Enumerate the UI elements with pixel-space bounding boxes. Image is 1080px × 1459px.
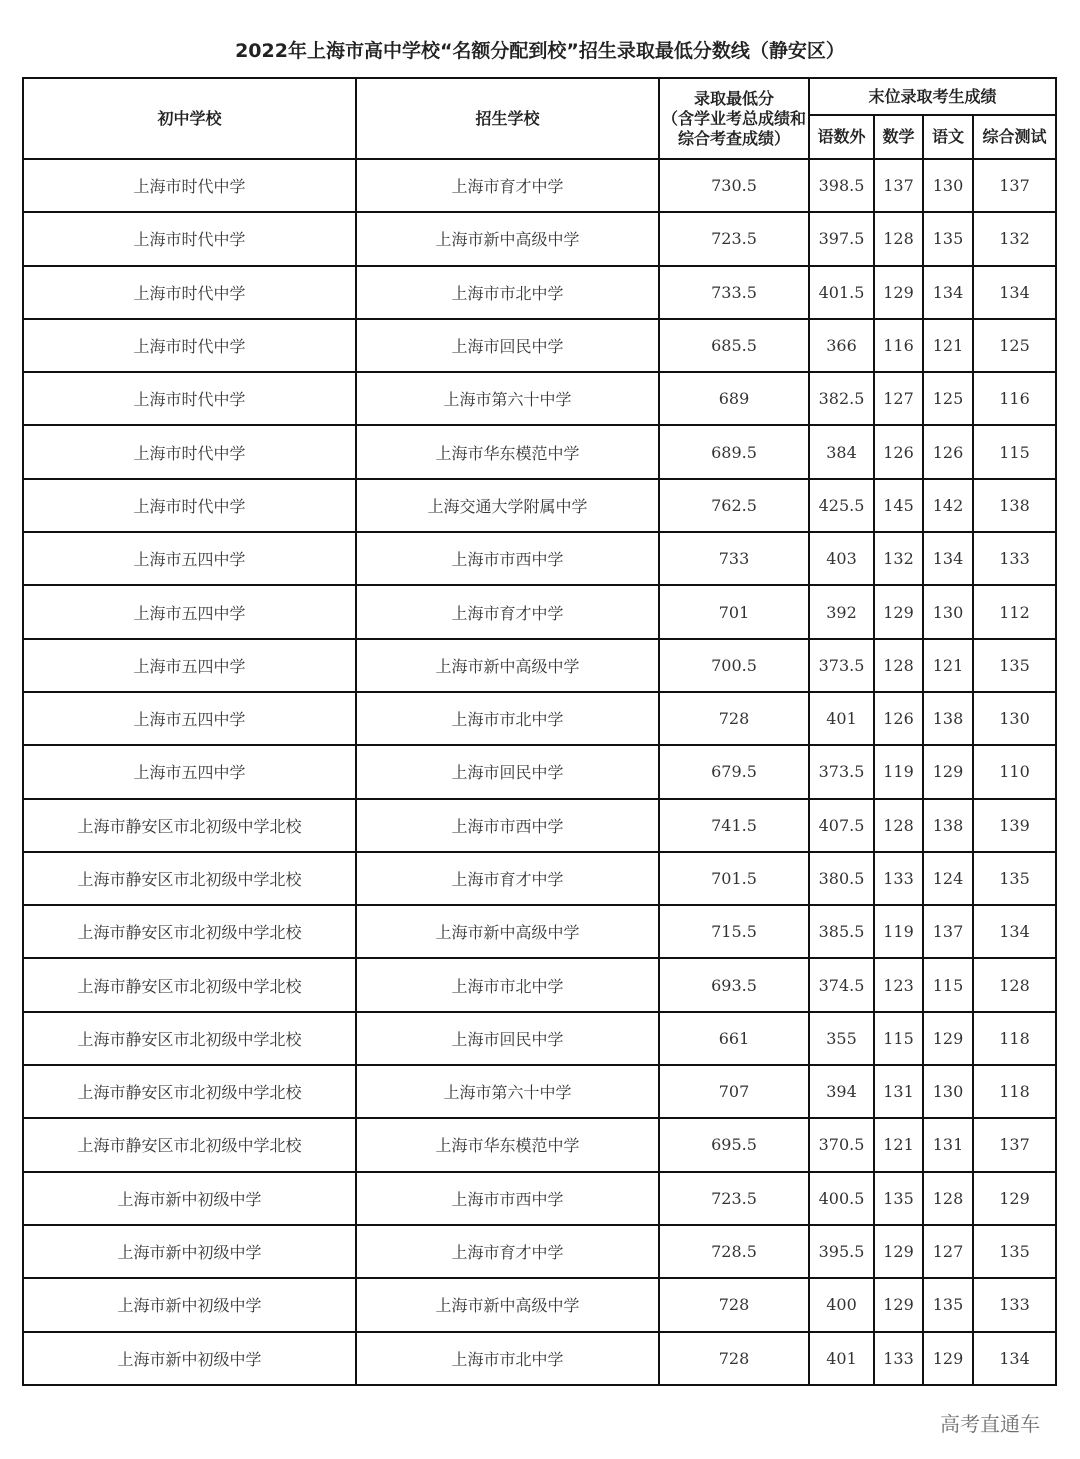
admitting-school-cell: 上海市育才中学 [356, 1225, 659, 1278]
admitting-school-cell: 上海市市西中学 [356, 799, 659, 852]
chinese-score-cell: 121 [923, 319, 973, 372]
math-score-cell: 133 [874, 852, 923, 905]
junior-school-cell: 上海市五四中学 [23, 532, 356, 585]
watermark: 高考直通车 [940, 1412, 1040, 1436]
math-score-cell: 129 [874, 1225, 923, 1278]
min-score-cell: 728 [659, 692, 809, 745]
table-row [23, 639, 1056, 692]
junior-school-cell: 上海市静安区市北初级中学北校 [23, 1065, 356, 1118]
min-score-cell: 707 [659, 1065, 809, 1118]
comprehensive-score-cell: 135 [973, 1225, 1056, 1278]
ysw-score-cell: 425.5 [809, 479, 874, 532]
comprehensive-score-cell: 125 [973, 319, 1056, 372]
table-body [23, 159, 1056, 1385]
chinese-score-cell: 127 [923, 1225, 973, 1278]
table-row [23, 1118, 1056, 1171]
header-comprehensive: 综合测试 [973, 115, 1056, 159]
min-score-cell: 661 [659, 1012, 809, 1065]
junior-school-cell: 上海市新中初级中学 [23, 1332, 356, 1385]
junior-school-cell: 上海市五四中学 [23, 745, 356, 798]
admitting-school-cell: 上海市市北中学 [356, 958, 659, 1011]
chinese-score-cell: 115 [923, 958, 973, 1011]
math-score-cell: 116 [874, 319, 923, 372]
math-score-cell: 126 [874, 692, 923, 745]
table-row [23, 852, 1056, 905]
admitting-school-cell: 上海市市北中学 [356, 1332, 659, 1385]
admitting-school-cell: 上海市市北中学 [356, 266, 659, 319]
admitting-school-cell: 上海市育才中学 [356, 159, 659, 212]
comprehensive-score-cell: 137 [973, 1118, 1056, 1171]
admitting-school-cell: 上海市回民中学 [356, 319, 659, 372]
table-row [23, 1225, 1056, 1278]
table-row [23, 1172, 1056, 1225]
table-row [23, 159, 1056, 212]
admitting-school-cell: 上海市回民中学 [356, 745, 659, 798]
min-score-cell: 685.5 [659, 319, 809, 372]
header-math: 数学 [874, 115, 923, 159]
table-row [23, 372, 1056, 425]
ysw-score-cell: 401 [809, 692, 874, 745]
header-junior-school: 初中学校 [23, 78, 356, 159]
min-score-cell: 762.5 [659, 479, 809, 532]
comprehensive-score-cell: 134 [973, 266, 1056, 319]
header-admitting-school: 招生学校 [356, 78, 659, 159]
min-score-cell: 715.5 [659, 905, 809, 958]
chinese-score-cell: 130 [923, 159, 973, 212]
table-row [23, 745, 1056, 798]
ysw-score-cell: 403 [809, 532, 874, 585]
table-row [23, 1332, 1056, 1385]
comprehensive-score-cell: 133 [973, 1278, 1056, 1331]
table-row [23, 958, 1056, 1011]
min-score-cell: 728.5 [659, 1225, 809, 1278]
ysw-score-cell: 385.5 [809, 905, 874, 958]
chinese-score-cell: 138 [923, 692, 973, 745]
chinese-score-cell: 124 [923, 852, 973, 905]
page-title: 2022年上海市高中学校“名额分配到校”招生录取最低分数线（静安区） [235, 40, 845, 62]
junior-school-cell: 上海市时代中学 [23, 319, 356, 372]
admitting-school-cell: 上海市新中高级中学 [356, 1278, 659, 1331]
comprehensive-score-cell: 137 [973, 159, 1056, 212]
chinese-score-cell: 129 [923, 1012, 973, 1065]
junior-school-cell: 上海市时代中学 [23, 479, 356, 532]
junior-school-cell: 上海市新中初级中学 [23, 1225, 356, 1278]
table-row [23, 692, 1056, 745]
comprehensive-score-cell: 115 [973, 425, 1056, 478]
admitting-school-cell: 上海市育才中学 [356, 585, 659, 638]
junior-school-cell: 上海市五四中学 [23, 585, 356, 638]
math-score-cell: 128 [874, 799, 923, 852]
junior-school-cell: 上海市时代中学 [23, 212, 356, 265]
chinese-score-cell: 125 [923, 372, 973, 425]
min-score-cell: 728 [659, 1278, 809, 1331]
admission-score-table [22, 77, 1057, 1386]
header-min-score-label: 录取最低分 [693, 88, 774, 108]
ysw-score-cell: 401.5 [809, 266, 874, 319]
comprehensive-score-cell: 118 [973, 1065, 1056, 1118]
math-score-cell: 137 [874, 159, 923, 212]
junior-school-cell: 上海市时代中学 [23, 372, 356, 425]
comprehensive-score-cell: 118 [973, 1012, 1056, 1065]
min-score-cell: 728 [659, 1332, 809, 1385]
admitting-school-cell: 上海市华东模范中学 [356, 425, 659, 478]
comprehensive-score-cell: 132 [973, 212, 1056, 265]
admitting-school-cell: 上海市第六十中学 [356, 372, 659, 425]
junior-school-cell: 上海市五四中学 [23, 692, 356, 745]
ysw-score-cell: 373.5 [809, 639, 874, 692]
table-row [23, 319, 1056, 372]
comprehensive-score-cell: 135 [973, 852, 1056, 905]
junior-school-cell: 上海市静安区市北初级中学北校 [23, 958, 356, 1011]
chinese-score-cell: 134 [923, 266, 973, 319]
comprehensive-score-cell: 133 [973, 532, 1056, 585]
math-score-cell: 132 [874, 532, 923, 585]
comprehensive-score-cell: 112 [973, 585, 1056, 638]
math-score-cell: 127 [874, 372, 923, 425]
ysw-score-cell: 392 [809, 585, 874, 638]
table-row [23, 799, 1056, 852]
junior-school-cell: 上海市静安区市北初级中学北校 [23, 1118, 356, 1171]
junior-school-cell: 上海市静安区市北初级中学北校 [23, 1012, 356, 1065]
min-score-cell: 689.5 [659, 425, 809, 478]
header-last-admitted: 末位录取考生成绩 [809, 78, 1056, 115]
junior-school-cell: 上海市静安区市北初级中学北校 [23, 905, 356, 958]
math-score-cell: 121 [874, 1118, 923, 1171]
min-score-cell: 700.5 [659, 639, 809, 692]
ysw-score-cell: 400.5 [809, 1172, 874, 1225]
admitting-school-cell: 上海市新中高级中学 [356, 212, 659, 265]
chinese-score-cell: 131 [923, 1118, 973, 1171]
min-score-cell: 723.5 [659, 212, 809, 265]
comprehensive-score-cell: 138 [973, 479, 1056, 532]
math-score-cell: 126 [874, 425, 923, 478]
header-min-score [659, 78, 809, 159]
min-score-cell: 741.5 [659, 799, 809, 852]
min-score-cell: 723.5 [659, 1172, 809, 1225]
chinese-score-cell: 135 [923, 1278, 973, 1331]
chinese-score-cell: 129 [923, 1332, 973, 1385]
math-score-cell: 128 [874, 212, 923, 265]
junior-school-cell: 上海市新中初级中学 [23, 1172, 356, 1225]
comprehensive-score-cell: 139 [973, 799, 1056, 852]
admitting-school-cell: 上海市市西中学 [356, 1172, 659, 1225]
admitting-school-cell: 上海市华东模范中学 [356, 1118, 659, 1171]
ysw-score-cell: 370.5 [809, 1118, 874, 1171]
comprehensive-score-cell: 129 [973, 1172, 1056, 1225]
table-row [23, 266, 1056, 319]
table-row [23, 1065, 1056, 1118]
admitting-school-cell: 上海市第六十中学 [356, 1065, 659, 1118]
ysw-score-cell: 401 [809, 1332, 874, 1385]
ysw-score-cell: 395.5 [809, 1225, 874, 1278]
chinese-score-cell: 121 [923, 639, 973, 692]
junior-school-cell: 上海市静安区市北初级中学北校 [23, 852, 356, 905]
chinese-score-cell: 137 [923, 905, 973, 958]
comprehensive-score-cell: 134 [973, 1332, 1056, 1385]
junior-school-cell: 上海市静安区市北初级中学北校 [23, 799, 356, 852]
table-row [23, 479, 1056, 532]
admitting-school-cell: 上海市回民中学 [356, 1012, 659, 1065]
admitting-school-cell: 上海市新中高级中学 [356, 905, 659, 958]
min-score-cell: 689 [659, 372, 809, 425]
min-score-cell: 701 [659, 585, 809, 638]
ysw-score-cell: 407.5 [809, 799, 874, 852]
admitting-school-cell: 上海市育才中学 [356, 852, 659, 905]
comprehensive-score-cell: 116 [973, 372, 1056, 425]
admitting-school-cell: 上海市市北中学 [356, 692, 659, 745]
chinese-score-cell: 142 [923, 479, 973, 532]
math-score-cell: 119 [874, 745, 923, 798]
chinese-score-cell: 135 [923, 212, 973, 265]
chinese-score-cell: 134 [923, 532, 973, 585]
chinese-score-cell: 138 [923, 799, 973, 852]
min-score-cell: 733 [659, 532, 809, 585]
ysw-score-cell: 397.5 [809, 212, 874, 265]
chinese-score-cell: 130 [923, 585, 973, 638]
table-row [23, 425, 1056, 478]
header-ysw: 语数外 [809, 115, 874, 159]
ysw-score-cell: 374.5 [809, 958, 874, 1011]
ysw-score-cell: 355 [809, 1012, 874, 1065]
admitting-school-cell: 上海市市西中学 [356, 532, 659, 585]
min-score-cell: 733.5 [659, 266, 809, 319]
ysw-score-cell: 394 [809, 1065, 874, 1118]
comprehensive-score-cell: 134 [973, 905, 1056, 958]
ysw-score-cell: 382.5 [809, 372, 874, 425]
math-score-cell: 145 [874, 479, 923, 532]
table-row [23, 905, 1056, 958]
min-score-cell: 679.5 [659, 745, 809, 798]
chinese-score-cell: 128 [923, 1172, 973, 1225]
table-row [23, 1012, 1056, 1065]
math-score-cell: 135 [874, 1172, 923, 1225]
math-score-cell: 123 [874, 958, 923, 1011]
math-score-cell: 115 [874, 1012, 923, 1065]
ysw-score-cell: 380.5 [809, 852, 874, 905]
chinese-score-cell: 126 [923, 425, 973, 478]
min-score-cell: 695.5 [659, 1118, 809, 1171]
math-score-cell: 129 [874, 585, 923, 638]
ysw-score-cell: 384 [809, 425, 874, 478]
ysw-score-cell: 398.5 [809, 159, 874, 212]
header-min-score-note: （含学业考总成绩和综合考查成绩） [661, 108, 806, 148]
math-score-cell: 119 [874, 905, 923, 958]
math-score-cell: 129 [874, 1278, 923, 1331]
admitting-school-cell: 上海交通大学附属中学 [356, 479, 659, 532]
chinese-score-cell: 130 [923, 1065, 973, 1118]
junior-school-cell: 上海市时代中学 [23, 425, 356, 478]
math-score-cell: 128 [874, 639, 923, 692]
math-score-cell: 129 [874, 266, 923, 319]
junior-school-cell: 上海市时代中学 [23, 159, 356, 212]
comprehensive-score-cell: 135 [973, 639, 1056, 692]
math-score-cell: 131 [874, 1065, 923, 1118]
ysw-score-cell: 400 [809, 1278, 874, 1331]
admitting-school-cell: 上海市新中高级中学 [356, 639, 659, 692]
junior-school-cell: 上海市五四中学 [23, 639, 356, 692]
ysw-score-cell: 366 [809, 319, 874, 372]
table-row [23, 212, 1056, 265]
min-score-cell: 701.5 [659, 852, 809, 905]
min-score-cell: 693.5 [659, 958, 809, 1011]
table-row [23, 532, 1056, 585]
comprehensive-score-cell: 110 [973, 745, 1056, 798]
math-score-cell: 133 [874, 1332, 923, 1385]
comprehensive-score-cell: 130 [973, 692, 1056, 745]
header-chinese: 语文 [923, 115, 973, 159]
min-score-cell: 730.5 [659, 159, 809, 212]
comprehensive-score-cell: 128 [973, 958, 1056, 1011]
table-row [23, 585, 1056, 638]
ysw-score-cell: 373.5 [809, 745, 874, 798]
junior-school-cell: 上海市时代中学 [23, 266, 356, 319]
table-row [23, 1278, 1056, 1331]
chinese-score-cell: 129 [923, 745, 973, 798]
junior-school-cell: 上海市新中初级中学 [23, 1278, 356, 1331]
